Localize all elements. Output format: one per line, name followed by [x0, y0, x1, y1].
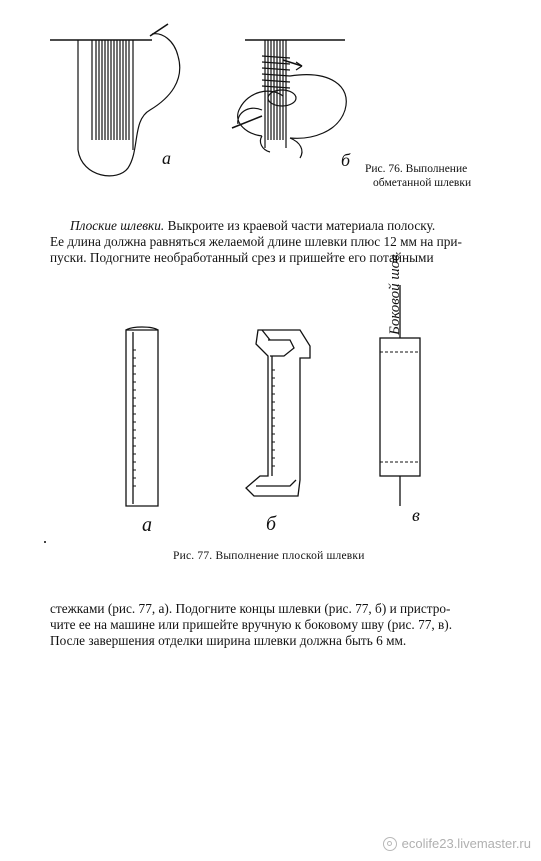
side-seam-label: Боковой шов	[387, 254, 403, 335]
paragraph-title: Плоские шлевки.	[70, 218, 165, 233]
figure-77v-label: в	[412, 505, 420, 525]
paragraph1-line2: Ее длина должна равняться желаемой длине шлевки плюс 12 мм на при-	[50, 234, 462, 249]
figure-77a-label: а	[142, 514, 152, 536]
paragraph1-line3: пуски. Подогните необработанный срез и пришейте его потайными	[50, 250, 434, 265]
print-speck	[44, 541, 46, 543]
watermark-text: ecolife23.livemaster.ru	[401, 836, 531, 851]
paragraph2-line2: чите ее на машине или пришейте вручную к боковому шву (рис. 77, в).	[50, 617, 453, 632]
figure-77-caption: Рис. 77. Выполнение плоской шлевки	[173, 550, 365, 562]
figure-76a-label: а	[162, 148, 171, 168]
figure-76-caption-line1: Рис. 76. Выполнение	[365, 163, 468, 175]
livemaster-logo-icon	[383, 837, 397, 851]
figure-76b-label: б	[341, 150, 351, 170]
paragraph2-line3: После завершения отделки ширина шлевки должна быть 6 мм.	[50, 633, 407, 648]
paragraph2-line1: стежками (рис. 77, а). Подогните концы шлевки (рис. 77, б) и пристро-	[50, 601, 451, 616]
paragraph-instructions	[50, 601, 498, 649]
watermark	[383, 836, 531, 851]
paragraph1-line1: Выкроите из краевой части материала полоску.	[164, 218, 436, 233]
figure-77b-label: б	[266, 513, 277, 535]
figure-76-caption-line2: обметанной шлевки	[373, 177, 472, 189]
